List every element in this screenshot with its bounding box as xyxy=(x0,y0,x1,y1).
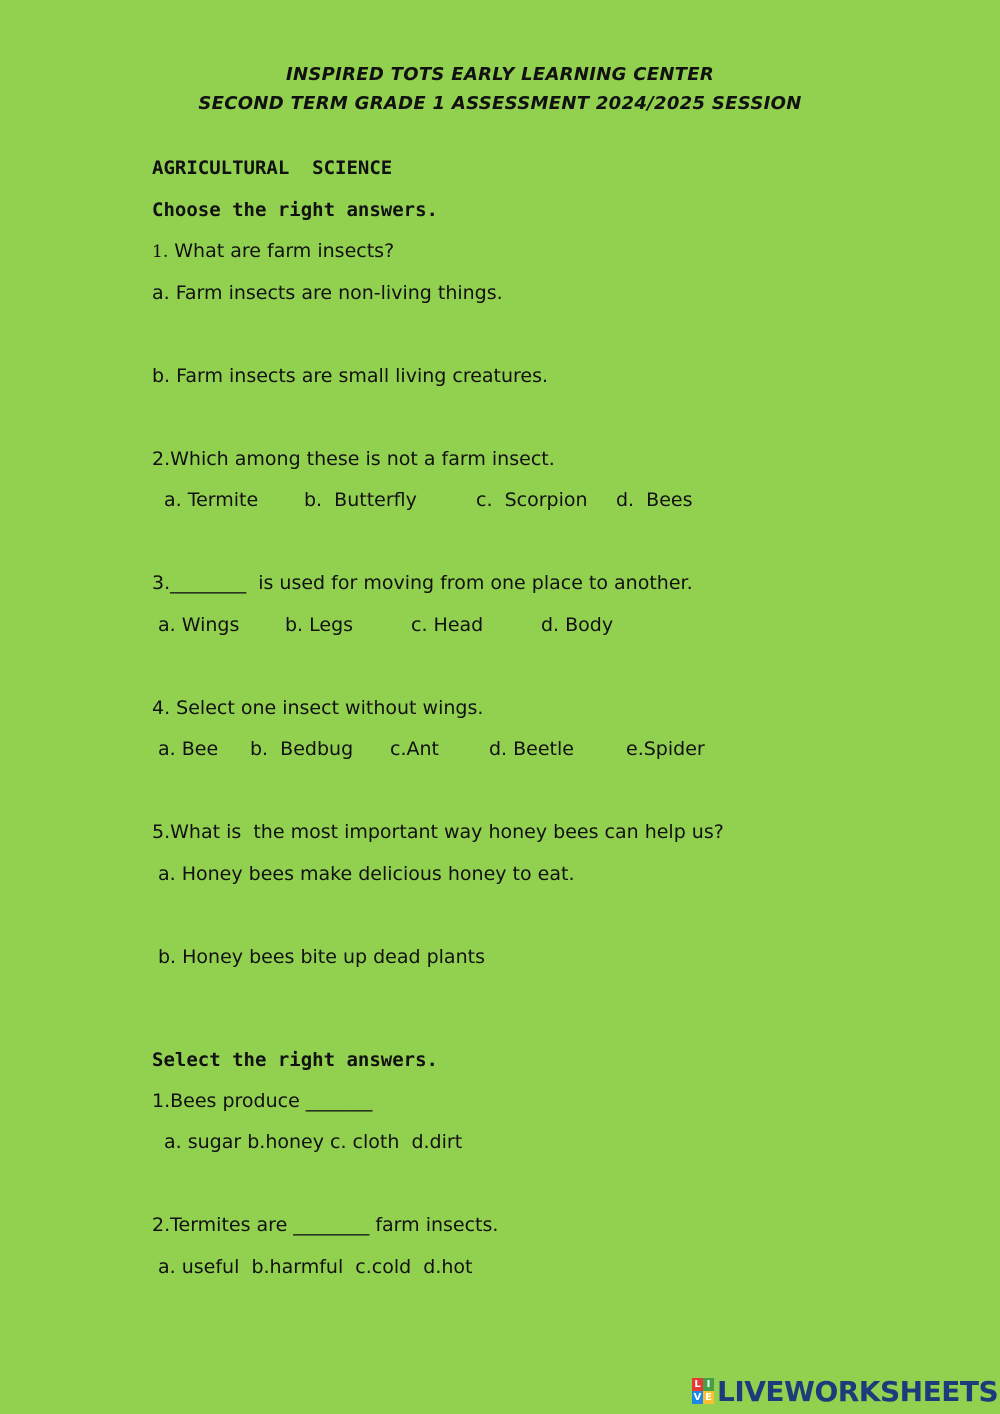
question-5: 5.What is the most important way honey bees can help us? xyxy=(152,821,724,843)
section2-question-2: 2.Termites are ________ farm insects. xyxy=(152,1214,499,1236)
logo-letter-v: V xyxy=(693,1392,702,1403)
section1-instruction: Choose the right answers. xyxy=(152,199,438,221)
q4-option-c[interactable]: c.Ant xyxy=(390,738,439,760)
section2-q2-options[interactable]: a. useful b.harmful c.cold d.hot xyxy=(158,1256,473,1278)
question-3: 3.________ is used for moving from one place to another. xyxy=(152,572,693,594)
q4-option-e[interactable]: e.Spider xyxy=(626,738,705,760)
q3-option-b[interactable]: b. Legs xyxy=(285,614,354,636)
section2-question-1: 1.Bees produce _______ xyxy=(152,1090,373,1112)
q3-option-a[interactable]: a. Wings xyxy=(158,614,240,636)
liveworksheets-logo-text: LIVEWORKSHEETS xyxy=(717,1374,999,1408)
liveworksheets-logo[interactable] xyxy=(692,1374,998,1408)
q2-option-b[interactable]: b. Butterfly xyxy=(304,489,417,511)
question-4: 4. Select one insect without wings. xyxy=(152,697,484,719)
q4-option-d[interactable]: d. Beetle xyxy=(489,738,574,760)
logo-letter-i: I xyxy=(703,1378,714,1391)
subject-title: AGRICULTURAL SCIENCE xyxy=(152,157,393,179)
q2-option-a[interactable]: a. Termite xyxy=(164,489,259,511)
logo-letter-e: E xyxy=(703,1391,714,1404)
liveworksheets-logo-icon xyxy=(692,1378,714,1404)
q5-option-b[interactable]: b. Honey bees bite up dead plants xyxy=(158,946,485,968)
q4-option-b[interactable]: b. Bedbug xyxy=(250,738,354,760)
section2-q1-options[interactable]: a. sugar b.honey c. cloth d.dirt xyxy=(164,1131,463,1153)
logo-letter-l: L xyxy=(692,1378,703,1391)
q1-option-a[interactable]: a. Farm insects are non-living things. xyxy=(152,282,503,304)
q3-option-d[interactable]: d. Body xyxy=(541,614,614,636)
question-1-number: 1. xyxy=(152,242,169,262)
q4-option-a[interactable]: a. Bee xyxy=(158,738,219,760)
question-1 xyxy=(152,240,394,262)
q2-option-c[interactable]: c. Scorpion xyxy=(476,489,588,511)
question-2: 2.Which among these is not a farm insect. xyxy=(152,448,555,470)
school-name: INSPIRED TOTS EARLY LEARNING CENTER xyxy=(285,64,715,85)
q1-option-b[interactable]: b. Farm insects are small living creatures. xyxy=(152,365,549,387)
assessment-title: SECOND TERM GRADE 1 ASSESSMENT 2024/2025 SESSION xyxy=(198,93,802,114)
question-1-text: What are farm insects? xyxy=(168,240,395,262)
section2-instruction: Select the right answers. xyxy=(152,1049,438,1071)
q3-option-c[interactable]: c. Head xyxy=(411,614,484,636)
q5-option-a[interactable]: a. Honey bees make delicious honey to eat. xyxy=(158,863,575,885)
q2-option-d[interactable]: d. Bees xyxy=(616,489,693,511)
